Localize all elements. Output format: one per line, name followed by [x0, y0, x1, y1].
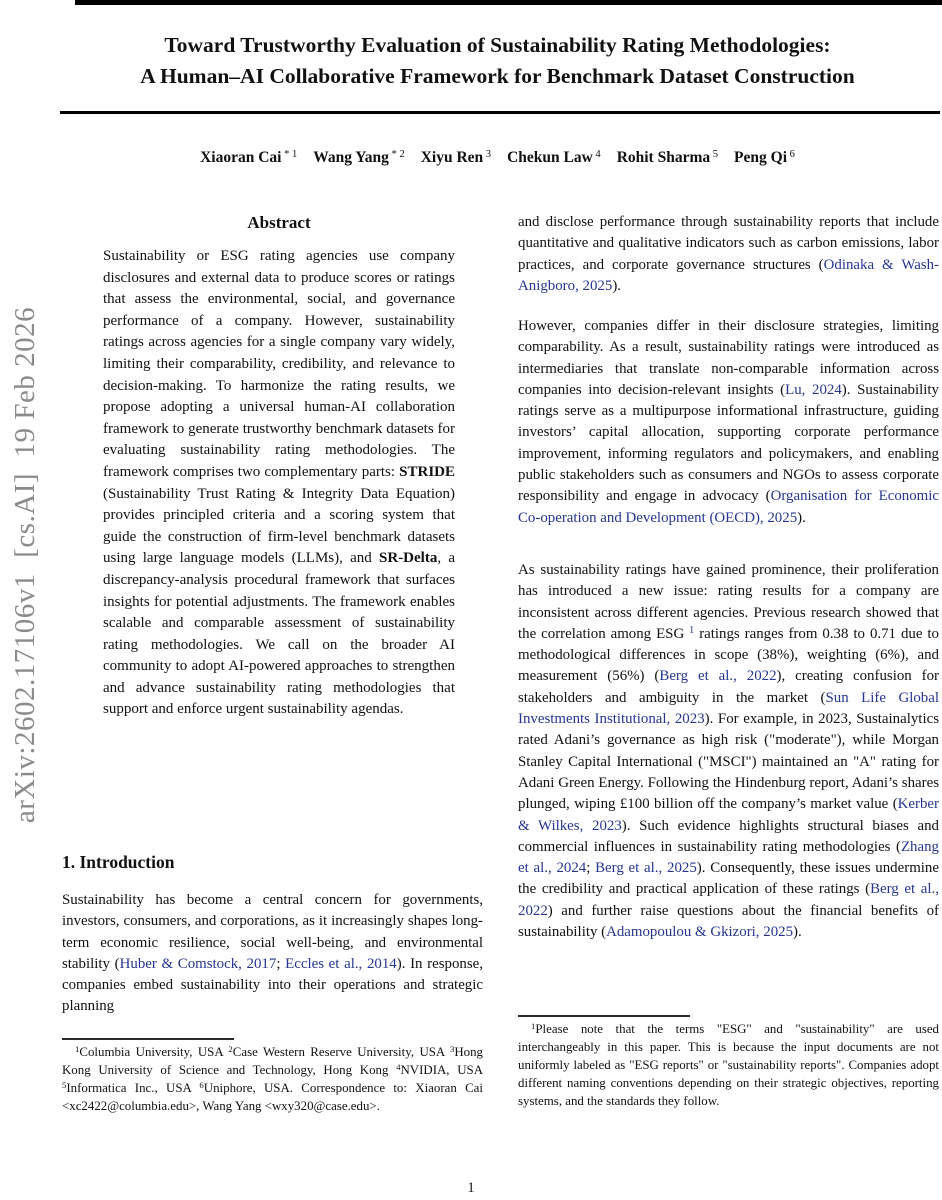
text-segment: ;: [276, 955, 286, 972]
text-segment: Columbia University, USA: [79, 1045, 229, 1059]
arxiv-watermark: arXiv:2602.17106v1 [cs.AI] 19 Feb 2026: [9, 306, 41, 824]
citation-link[interactable]: Berg et al., 2022: [659, 668, 777, 685]
text-segment: (Sustainability Trust Rating & Integrity Data Equation) provides principled criteria and a scoring system that guide the construction of firm-level benchmark datasets using large language models (LLMs), and: [103, 485, 455, 567]
text-segment: , a discrepancy-analysis procedural framework that surfaces insights for potential adjustments. The framework enables scalable and comparable assessment of sustainability rating methodologies. We call on the broader AI community to adopt AI-powered approaches to strengthen and advance sustainability rating methodologies that support and enforce urgent sustainability agendas.: [103, 550, 455, 718]
text-segment: and disclose performance through sustainability reports that include quantitative and qualitative indicators such as carbon emissions, labor practices, and corporate governance structures (: [518, 214, 939, 273]
author-affiliation-marker: 6: [787, 149, 795, 161]
author-affiliation-marker: * 1: [281, 149, 298, 161]
citation-link[interactable]: Eccles et al., 2014: [285, 955, 397, 972]
text-segment: ). Consequently, these issues undermine the credibility and practical application of these ratings (: [518, 860, 939, 898]
citation-link[interactable]: Berg et al., 2025: [595, 860, 697, 877]
text-segment: ratings ranges from 0.38 to 0.71 due to methodological differences in scope (38%), weighting (6%), and measurement (56%) (: [518, 625, 939, 685]
citation-link[interactable]: Zhang et al., 2024: [518, 838, 939, 877]
citation-link[interactable]: Sun Life Global Investments Institutional, 2023: [518, 689, 939, 728]
footnote-marker: 5: [62, 1080, 67, 1091]
text-segment: ). For example, in 2023, Sustainalytics rated Adani’s governance as high risk ("moderate"), while Morgan Stanley Capital International ("MSCI") maintained an "A" rating for Adani Green Energy. Following the Hindenburg report, Adani’s shares plunged, wiping £100 billion off the company’s market value (: [518, 711, 939, 813]
citation-link[interactable]: Huber & Comstock, 2017: [119, 955, 277, 972]
footnote-esg-terms: [518, 1020, 939, 1110]
abstract-heading: Abstract: [247, 213, 311, 232]
author: [421, 149, 491, 166]
text-segment: Uniphore, USA. Correspondence to: Xiaoran Cai <xc2422@columbia.edu>, Wang Yang <wxy320@case.edu>.: [62, 1081, 483, 1113]
citation-link[interactable]: Odinaka & Wash-Anigboro, 2025: [518, 256, 939, 294]
text-segment: ), creating confusion for stakeholders and ambiguity in the market (: [518, 668, 939, 706]
author-affiliation-marker: 4: [592, 149, 601, 161]
text-segment: ). Sustainability ratings serve as a multipurpose informational infrastructure, guiding investors’ capital allocation, supporting corporate performance improvement, informing regulators and policymakers, and enabling public stakeholders such as consumers and NGOs to assess corporate responsibility and engage in advocacy (: [518, 381, 939, 505]
author: [507, 149, 601, 166]
author-name: Wang Yang: [313, 149, 389, 166]
text-segment: Informatica Inc., USA: [66, 1081, 200, 1095]
author-name: Rohit Sharma: [616, 149, 711, 166]
citation-link[interactable]: Organisation for Economic Co-operation and Development (OECD), 2025: [518, 488, 940, 526]
text-segment: STRIDE: [399, 463, 455, 480]
page-number: 1: [467, 1180, 475, 1196]
text-segment: ).: [612, 277, 621, 294]
text-segment: Sustainability or ESG rating agencies use company disclosures and external data to produce scores or ratings that assess the environmental, social, and governance performance of a company. However, sustainability ratings across agencies for a single company vary widely, limiting their comparability, credibility, and relevance to decision-making. To harmonize the rating results, we propose adopting a universal human-AI collaboration framework to generate trustworthy benchmark datasets for evaluating sustainability rating methodologies. The framework comprises two complementary parts:: [103, 248, 455, 480]
text-segment: Sustainability has become a central concern for governments, investors, consumers, and corporations, as it increasingly shapes long-term economic resilience, social well-being, and environmental stability (: [62, 892, 483, 972]
page-top-rule: [75, 0, 942, 5]
title-divider-rule: [60, 111, 940, 114]
footnote-marker: 3: [449, 1044, 455, 1055]
text-segment: ). Such evidence highlights structural biases and commercial influences in sustainability rating methodologies (: [518, 817, 939, 855]
text-segment: However, companies differ in their disclosure strategies, limiting comparability. As a result, sustainability ratings were introduced as intermediaries that translate non-comparable information across companies into decision-relevant insights (: [518, 318, 939, 398]
text-segment: Hong Kong University of Science and Technology, Hong Kong: [62, 1045, 483, 1077]
footnote-affiliations: [62, 1043, 483, 1115]
footnote-marker: 1: [531, 1021, 536, 1032]
text-segment: Please note that the terms "ESG" and "sustainability" are used interchangeably in this paper. This is because the input documents are not uniformly labeled as "ESG reports" or "sustainability reports". Companies adopt different naming conventions depending on their strategic objectives, reporting systems, and the standards they follow.: [518, 1022, 939, 1108]
footnote-marker: 2: [228, 1044, 233, 1055]
citation-link[interactable]: Kerber & Wilkes, 2023: [518, 796, 939, 834]
introduction-paragraph: [62, 890, 483, 1018]
author-affiliation-marker: * 2: [388, 149, 405, 161]
citation-link[interactable]: 1: [689, 625, 695, 637]
footnote-rule-left: [62, 1038, 234, 1040]
author-name: Peng Qi: [734, 149, 788, 166]
paper-title-line2: A Human–AI Collaborative Framework for Benchmark Dataset Construction: [140, 64, 855, 88]
section-heading-introduction: 1. Introduction: [62, 852, 175, 872]
text-segment: As sustainability ratings have gained prominence, their proliferation has introduced a new issue: rating results for a company are inconsistent across different agencies. Previous research showed that the correlation among ESG: [518, 562, 939, 642]
body-paragraph-3: [518, 560, 939, 943]
abstract-body: [103, 246, 455, 721]
text-segment: ).: [797, 509, 806, 526]
footnote-marker: 1: [75, 1044, 80, 1055]
author-affiliation-marker: 3: [483, 149, 492, 161]
author-name: Xiaoran Cai: [200, 149, 282, 166]
author: [313, 149, 404, 166]
author-name: Chekun Law: [507, 149, 593, 166]
body-paragraph-1: [518, 212, 939, 297]
citation-link[interactable]: Berg et al., 2022: [518, 881, 939, 919]
author-name: Xiyu Ren: [420, 149, 484, 166]
paper-title: [55, 30, 940, 92]
text-segment: Case Western Reserve University, USA: [232, 1045, 450, 1059]
author: [734, 149, 795, 166]
footnote-marker: 6: [199, 1080, 204, 1091]
footnote-marker: 4: [396, 1062, 401, 1073]
text-segment: ). In response, companies embed sustainability into their operations and strategic planning: [62, 955, 483, 1015]
citation-link[interactable]: Adamopoulou & Gkizori, 2025: [606, 924, 794, 941]
citation-link[interactable]: Lu, 2024: [785, 381, 842, 398]
body-paragraph-2: [518, 316, 939, 529]
author: [200, 149, 297, 166]
text-segment: ;: [586, 860, 596, 877]
text-segment: ).: [793, 924, 802, 941]
author: [617, 149, 718, 166]
author-list: [55, 149, 940, 167]
text-segment: SR-Delta: [379, 550, 438, 567]
footnote-rule-right: [518, 1015, 690, 1017]
text-segment: ) and further raise questions about the financial benefits of sustainability (: [518, 902, 939, 941]
author-affiliation-marker: 5: [710, 149, 719, 161]
paper-title-line1: Toward Trustworthy Evaluation of Sustainability Rating Methodologies:: [164, 33, 831, 57]
text-segment: NVIDIA, USA: [400, 1063, 484, 1077]
